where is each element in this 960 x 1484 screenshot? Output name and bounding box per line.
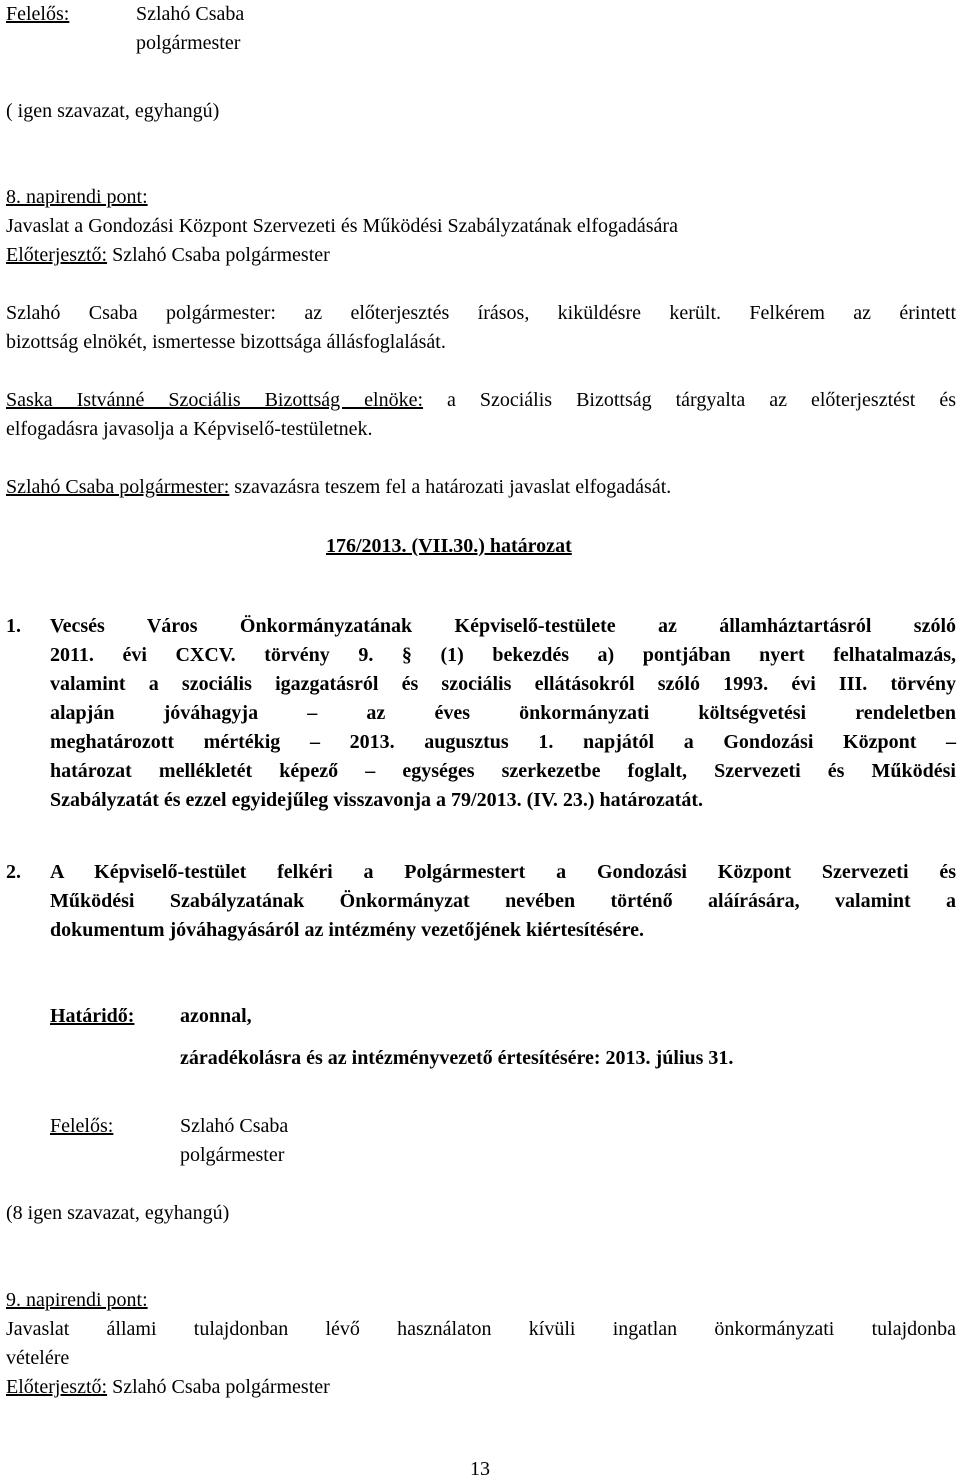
page-number: 13 xyxy=(470,1458,490,1480)
point2-line: Működési Szabályzatának Önkormányzat nevében történő aláírására, valamint a xyxy=(50,890,956,912)
item8-subject: Javaslat a Gondozási Központ Szervezeti és Működési Szabályzatának elfogadására xyxy=(6,215,678,237)
deadline-row xyxy=(50,1002,950,1031)
point1-line: határozat mellékletét képező – egységes szerkezetbe foglalt, Szervezeti és Működési xyxy=(50,760,956,782)
point1-line: Szabályzatát és ezzel egyidejűleg visszavonja a 79/2013. (IV. 23.) határozatát. xyxy=(50,789,704,811)
top-responsible-row xyxy=(6,0,956,29)
item9-subject-line1: Javaslat állami tulajdonban lévő használaton kívüli ingatlan önkormányzati tulajdonba xyxy=(6,1318,956,1340)
item8-vote-call xyxy=(6,473,956,502)
point1-line: meghatározott mértékig – 2013. augusztus 1. napjától a Gondozási Központ – xyxy=(50,731,956,753)
resolution-title: 176/2013. (VII.30.) határozat xyxy=(326,535,572,557)
item8-heading: 8. napirendi pont: xyxy=(6,186,148,208)
item9-subject-line2: vételére xyxy=(6,1347,70,1369)
point1-line: Vecsés Város Önkormányzatának Képviselő-testülete az államháztartásról szóló xyxy=(50,615,956,637)
top-responsible-title: polgármester xyxy=(136,32,241,54)
point2-line: A Képviselő-testület felkéri a Polgármestert a Gondozási Központ Szervezeti és xyxy=(50,861,956,883)
point1-line: valamint a szociális igazgatásról és szociális ellátásokról szóló 1993. évi III. törvény xyxy=(50,673,956,695)
point1-line: 2011. évi CXCV. törvény 9. § (1) bekezdés a) pontjában nyert felhatalmazás, xyxy=(50,644,956,666)
resolution-point-1 xyxy=(6,612,956,815)
point2-line: dokumentum jóváhagyásáról az intézmény vezetőjének kiértesítésére. xyxy=(50,919,644,941)
deadline-label: Határidő: xyxy=(50,1005,135,1027)
item8-committee-text: a Szociális Bizottság tárgyalta az előterjesztést és xyxy=(423,389,956,411)
responsible-label: Felelős: xyxy=(50,1115,114,1137)
point1-number: 1. xyxy=(6,615,21,637)
deadline-immediate: azonnal, xyxy=(180,1005,252,1027)
point1-line: alapján jóváhagyja – az éves önkormányzati költségvetési rendeletben xyxy=(50,702,956,724)
item8-vote-call-speaker: Szlahó Csaba polgármester: xyxy=(6,476,230,498)
item8-vote-call-text: szavazásra teszem fel a határozati javaslat elfogadását. xyxy=(229,476,672,498)
item8-mayor-intro-line1: Szlahó Csaba polgármester: az előterjesztés írásos, kiküldésre került. Felkérem az érintett xyxy=(6,302,956,324)
responsible-row xyxy=(50,1112,950,1141)
responsible-name: Szlahó Csaba xyxy=(180,1115,289,1137)
top-vote-result: ( igen szavazat, egyhangú) xyxy=(6,100,220,122)
item8-committee-line2: elfogadásra javasolja a Képviselő-testületnek. xyxy=(6,418,373,440)
point1-text xyxy=(50,612,956,815)
top-responsible-name: Szlahó Csaba xyxy=(136,3,245,25)
item8-presenter xyxy=(6,241,956,270)
item9-presenter-label: Előterjesztő: xyxy=(6,1376,108,1398)
item9-presenter-name: Szlahó Csaba polgármester xyxy=(107,1376,330,1398)
item8-committee-speaker: Saska Istvánné Szociális Bizottság elnöke: xyxy=(6,389,424,411)
resolution-point-2 xyxy=(6,858,956,945)
item9-heading: 9. napirendi pont: xyxy=(6,1289,148,1311)
point2-number: 2. xyxy=(6,861,21,883)
item8-committee-line1 xyxy=(6,386,956,415)
item8-vote-result: (8 igen szavazat, egyhangú) xyxy=(6,1202,230,1224)
deadline-detail: záradékolásra és az intézményvezető értesítésére: 2013. július 31. xyxy=(180,1047,734,1069)
top-responsible-label: Felelős: xyxy=(6,3,70,25)
item8-mayor-intro-line2: bizottság elnökét, ismertesse bizottsága állásfoglalását. xyxy=(6,331,446,353)
point2-text xyxy=(50,858,956,945)
item8-presenter-name: Szlahó Csaba polgármester xyxy=(107,244,330,266)
item8-presenter-label: Előterjesztő: xyxy=(6,244,108,266)
responsible-title: polgármester xyxy=(180,1144,285,1166)
item9-presenter xyxy=(6,1373,956,1402)
